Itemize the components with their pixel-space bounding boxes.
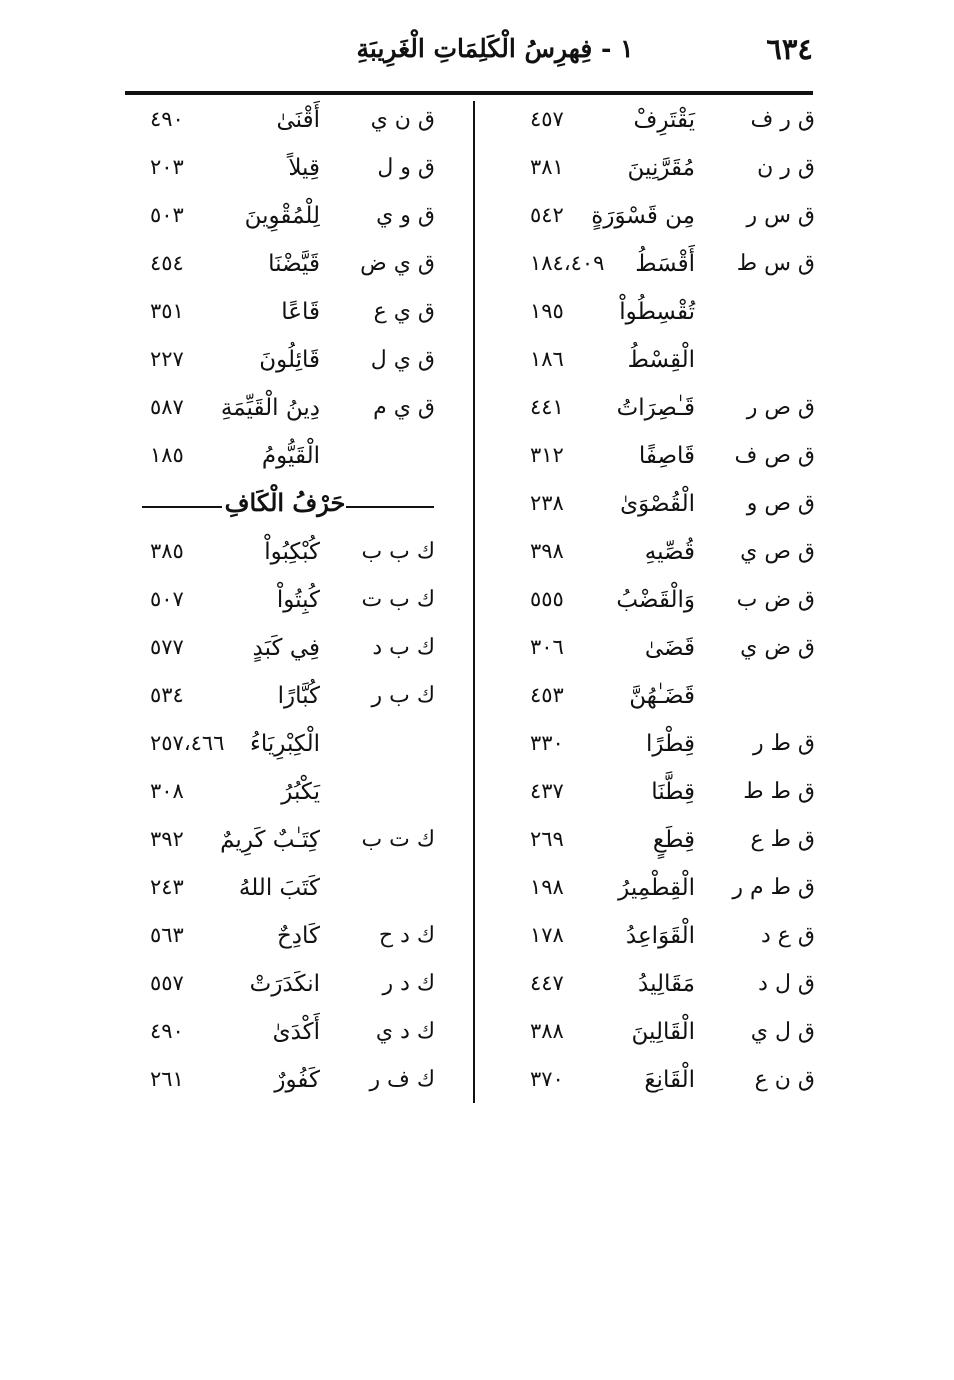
index-row xyxy=(478,194,823,242)
root-cell: ق و ي xyxy=(376,203,435,228)
word-cell: الْقِطْمِيرُ xyxy=(618,875,695,901)
word-cell: قِيلاً xyxy=(288,155,320,181)
index-row xyxy=(128,338,470,386)
left-column xyxy=(128,98,470,1106)
word-cell: كَفُورٌ xyxy=(274,1067,320,1093)
root-cell: ق ي ل xyxy=(370,347,435,372)
page-ref-cell: ١٩٨ xyxy=(530,875,564,899)
word-cell: كَتَبَ اللهُ xyxy=(238,875,320,901)
index-row xyxy=(128,626,470,674)
root-cell: ق ط م ر xyxy=(732,875,815,900)
word-cell: الْقَالِينَ xyxy=(631,1019,695,1045)
page-ref-cell: ٥٠٣ xyxy=(150,203,184,227)
page-ref-cell: ١٨٥ xyxy=(150,443,184,467)
word-cell: قَاعًا xyxy=(281,299,320,325)
word-cell: كُبَّارًا xyxy=(277,683,320,709)
page-ref-cell: ٣٥١ xyxy=(150,299,184,323)
index-row xyxy=(478,530,823,578)
page-ref-cell: ٣٨٨ xyxy=(530,1019,564,1043)
root-cell: ق ن ع xyxy=(754,1067,815,1092)
root-cell: ق ل د xyxy=(758,971,815,996)
root-cell: ق ر ف xyxy=(750,107,815,132)
index-row xyxy=(478,722,823,770)
index-row xyxy=(128,434,470,482)
word-cell: انكَدَرَتْ xyxy=(249,971,320,997)
root-cell: ق ي ض xyxy=(360,251,435,276)
page-ref-cell: ٥٣٤ xyxy=(150,683,184,707)
page-ref-cell: ٢٦٩ xyxy=(530,827,564,851)
word-cell: وَالْقَضْبُ xyxy=(616,587,695,613)
index-row xyxy=(478,146,823,194)
word-cell: يَقْتَرِفْ xyxy=(633,107,695,133)
word-cell: مَقَالِيدُ xyxy=(638,971,695,997)
index-row xyxy=(478,338,823,386)
root-cell: ق ع د xyxy=(761,923,815,948)
index-row xyxy=(128,962,470,1010)
index-row xyxy=(128,194,470,242)
root-cell: ق ض ب xyxy=(736,587,815,612)
root-cell: ق ي م xyxy=(373,395,435,420)
page-ref-cell: ٤٣٧ xyxy=(530,779,564,803)
index-row xyxy=(478,818,823,866)
page-ref-cell: ٥٥٧ xyxy=(150,971,184,995)
index-row xyxy=(478,386,823,434)
page-ref-cell: ٣٠٦ xyxy=(530,635,564,659)
root-cell: ك ب د xyxy=(372,635,435,660)
root-cell: ك ت ب xyxy=(361,827,435,852)
page-ref-cell: ٥٨٧ xyxy=(150,395,184,419)
header-rule xyxy=(125,91,813,95)
root-cell: ك د ر xyxy=(382,971,435,996)
page-ref-cell: ٤٤٧ xyxy=(530,971,564,995)
root-cell: ك د ح xyxy=(378,923,435,948)
word-cell: أَقْنَىٰ xyxy=(276,107,320,133)
page-ref-cell: ١٩٥ xyxy=(530,299,564,323)
index-row xyxy=(478,482,823,530)
word-cell: لِلْمُقْوِينَ xyxy=(244,203,320,229)
word-cell: الْقَيُّومُ xyxy=(261,443,320,469)
page-ref-cell: ٣٨١ xyxy=(530,155,564,179)
index-row xyxy=(128,1058,470,1106)
page-ref-cell: ٢٥٧،٤٦٦ xyxy=(150,731,225,755)
section-title: حَرْفُ الْكَافِ xyxy=(224,488,346,517)
word-cell: أَقْسَطُ xyxy=(635,251,695,277)
word-cell: مِن قَسْوَرَةٍ xyxy=(591,203,695,229)
index-row xyxy=(478,962,823,1010)
page-ref-cell: ٥٦٣ xyxy=(150,923,184,947)
index-row xyxy=(128,770,470,818)
word-cell: كَادِحٌ xyxy=(276,923,320,949)
index-row xyxy=(128,290,470,338)
word-cell: قَـٰصِرَاتُ xyxy=(616,395,695,421)
page-ref-cell: ٣١٢ xyxy=(530,443,564,467)
word-cell: أَكْدَىٰ xyxy=(272,1019,320,1045)
page-ref-cell: ٣٩٨ xyxy=(530,539,564,563)
index-row xyxy=(478,866,823,914)
index-row xyxy=(478,242,823,290)
root-cell: ق ص و xyxy=(746,491,815,516)
page-ref-cell: ٤٩٠ xyxy=(150,107,184,131)
root-cell: ق ن ي xyxy=(370,107,435,132)
page-ref-cell: ٣٩٢ xyxy=(150,827,184,851)
right-column xyxy=(478,98,823,1106)
section-rule-right xyxy=(346,506,434,508)
page-ref-cell: ١٧٨ xyxy=(530,923,564,947)
word-cell: الْقَانِعَ xyxy=(644,1067,695,1093)
section-heading xyxy=(128,482,470,530)
page-ref-cell: ٥٤٢ xyxy=(530,203,564,227)
index-row xyxy=(128,578,470,626)
root-cell: ق و ل xyxy=(377,155,435,180)
index-row xyxy=(478,914,823,962)
page-ref-cell: ٤٥٧ xyxy=(530,107,564,131)
index-row xyxy=(478,1058,823,1106)
word-cell: قِطَّنَا xyxy=(651,779,695,805)
root-cell: ق ط ع xyxy=(750,827,815,852)
root-cell: ق ر ن xyxy=(757,155,815,180)
word-cell: فِي كَبَدٍ xyxy=(252,635,320,661)
root-cell: ك ب ت xyxy=(361,587,435,612)
word-cell: الْقُصْوَىٰ xyxy=(620,491,695,517)
index-row xyxy=(478,290,823,338)
root-cell: ق ط ط xyxy=(743,779,815,804)
page-ref-cell: ٢٢٧ xyxy=(150,347,184,371)
index-row xyxy=(128,146,470,194)
word-cell: كُبِتُواْ xyxy=(276,587,320,613)
column-divider xyxy=(473,101,475,1103)
page-title: ١ - فِهرِسُ الْكَلِمَاتِ الْغَرِيبَةِ xyxy=(356,34,634,63)
word-cell: قُصِّيهِ xyxy=(644,539,695,565)
word-cell: قَضَـٰهُنَّ xyxy=(629,683,695,709)
page-ref-cell: ٢٤٣ xyxy=(150,875,184,899)
index-row xyxy=(128,98,470,146)
index-row xyxy=(128,914,470,962)
page-ref-cell: ٤٥٤ xyxy=(150,251,184,275)
page-ref-cell: ٥٥٥ xyxy=(530,587,564,611)
word-cell: تُقْسِطُواْ xyxy=(619,299,695,325)
index-row xyxy=(128,1010,470,1058)
word-cell: كِتَـٰبٌ كَرِيمٌ xyxy=(220,827,320,853)
page-ref-cell: ٢٠٣ xyxy=(150,155,184,179)
index-row xyxy=(128,242,470,290)
section-rule-left xyxy=(142,506,222,508)
root-cell: ك د ي xyxy=(375,1019,435,1044)
word-cell: قَيَّضْنَا xyxy=(268,251,320,277)
root-cell: ق س ر xyxy=(746,203,815,228)
index-row xyxy=(478,674,823,722)
word-cell: مُقَرَّنِينَ xyxy=(627,155,695,181)
page-ref-cell: ٣٣٠ xyxy=(530,731,564,755)
page-ref-cell: ٣٧٠ xyxy=(530,1067,564,1091)
page-ref-cell: ٤٥٣ xyxy=(530,683,564,707)
page-ref-cell: ١٨٦ xyxy=(530,347,564,371)
root-cell: ك ب ر xyxy=(371,683,435,708)
index-row xyxy=(478,1010,823,1058)
page-ref-cell: ٥٠٧ xyxy=(150,587,184,611)
word-cell: يَكْبُرُ xyxy=(281,779,320,805)
index-row xyxy=(128,866,470,914)
index-row xyxy=(478,434,823,482)
page-ref-cell: ٣٠٨ xyxy=(150,779,184,803)
root-cell: ق ل ي xyxy=(750,1019,815,1044)
root-cell: ك ب ب xyxy=(361,539,435,564)
word-cell: الْقَوَاعِدُ xyxy=(625,923,695,949)
word-cell: قَاصِفًا xyxy=(638,443,695,469)
root-cell: ق ض ي xyxy=(740,635,815,660)
root-cell: ق ص ي xyxy=(740,539,815,564)
root-cell: ق ص ف xyxy=(734,443,815,468)
page-ref-cell: ٢٣٨ xyxy=(530,491,564,515)
root-cell: ك ف ر xyxy=(369,1067,435,1092)
index-row xyxy=(128,530,470,578)
word-cell: قِطْرًا xyxy=(646,731,695,757)
word-cell: قَائِلُونَ xyxy=(259,347,320,373)
index-row xyxy=(128,674,470,722)
page-ref-cell: ١٨٤،٤٠٩ xyxy=(530,251,605,275)
index-row xyxy=(128,818,470,866)
root-cell: ق ص ر xyxy=(746,395,815,420)
page-ref-cell: ٥٧٧ xyxy=(150,635,184,659)
page-ref-cell: ٢٦١ xyxy=(150,1067,184,1091)
index-row xyxy=(478,626,823,674)
index-row xyxy=(128,722,470,770)
word-cell: كُبْكِبُواْ xyxy=(264,539,320,565)
page-number: ٦٣٤ xyxy=(766,32,813,66)
page-ref-cell: ٤٩٠ xyxy=(150,1019,184,1043)
index-row xyxy=(478,578,823,626)
word-cell: الْقِسْطُ xyxy=(627,347,695,373)
word-cell: قِطَعٍ xyxy=(652,827,695,853)
root-cell: ق ط ر xyxy=(752,731,815,756)
index-row xyxy=(478,98,823,146)
word-cell: الْكِبْرِيَاءُ xyxy=(250,731,320,757)
root-cell: ق ي ع xyxy=(373,299,435,324)
page-ref-cell: ٤٤١ xyxy=(530,395,564,419)
index-row xyxy=(478,770,823,818)
root-cell: ق س ط xyxy=(736,251,815,276)
page-ref-cell: ٣٨٥ xyxy=(150,539,184,563)
index-row xyxy=(128,386,470,434)
page-header xyxy=(125,24,813,86)
word-cell: دِينُ الْقَيِّمَةِ xyxy=(220,395,320,421)
word-cell: قَضَىٰ xyxy=(644,635,695,661)
